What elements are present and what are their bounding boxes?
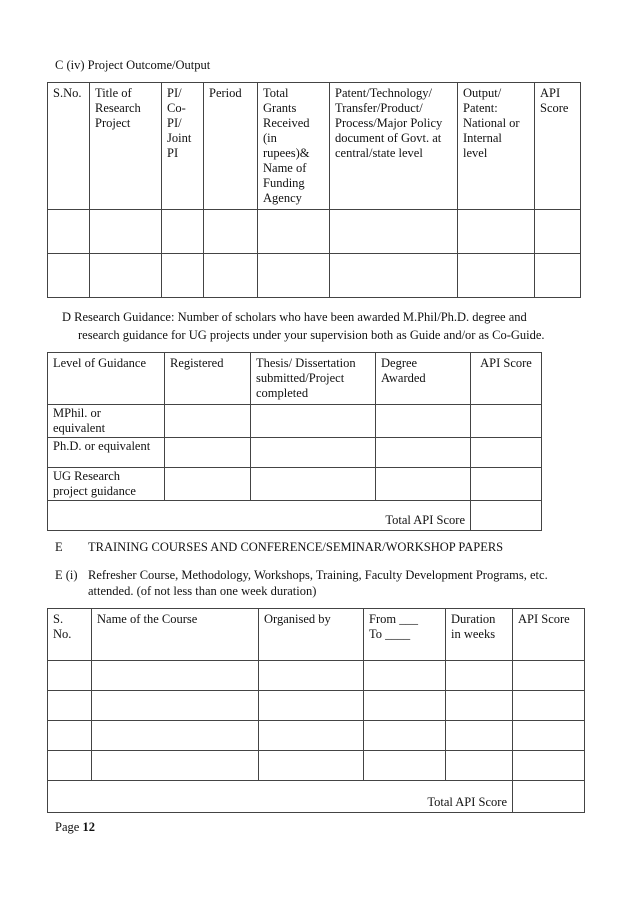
table-cell[interactable] <box>364 721 446 751</box>
table-cell[interactable] <box>364 661 446 691</box>
header-thesis: Thesis/ Dissertation submitted/Project completed <box>251 353 376 405</box>
table-cell[interactable] <box>258 254 330 298</box>
table-cell[interactable] <box>48 751 92 781</box>
table-row <box>48 661 585 691</box>
table-row <box>48 438 542 468</box>
table-row <box>48 254 581 298</box>
table-cell[interactable] <box>48 210 90 254</box>
table-cell[interactable] <box>471 468 542 501</box>
table-cell[interactable] <box>204 210 258 254</box>
section-e-label: E <box>55 540 63 554</box>
table-cell[interactable] <box>446 721 513 751</box>
table-cell[interactable] <box>376 438 471 468</box>
header-from-to: From ___ To ____ <box>364 609 446 661</box>
table-cell[interactable] <box>330 210 458 254</box>
table-cell[interactable] <box>446 751 513 781</box>
project-outcome-table <box>47 82 581 298</box>
table-cell[interactable] <box>446 661 513 691</box>
training-courses-table <box>47 608 585 813</box>
table-cell[interactable] <box>513 751 585 781</box>
table-cell[interactable] <box>92 751 259 781</box>
page-label: Page <box>55 820 83 834</box>
table-cell[interactable] <box>471 405 542 438</box>
table-cell[interactable] <box>446 691 513 721</box>
table-cell[interactable] <box>513 721 585 751</box>
header-api: API Score <box>535 83 581 210</box>
table-row <box>48 691 585 721</box>
table-row <box>48 210 581 254</box>
table-cell[interactable] <box>376 468 471 501</box>
total-api-score-label: Total API Score <box>48 501 471 531</box>
table-cell[interactable] <box>259 721 364 751</box>
table-cell[interactable] <box>513 661 585 691</box>
table-cell[interactable] <box>259 661 364 691</box>
table-cell[interactable] <box>90 254 162 298</box>
table-cell[interactable] <box>204 254 258 298</box>
row-label-phd: Ph.D. or equivalent <box>48 438 165 468</box>
table-cell[interactable] <box>258 210 330 254</box>
table-cell[interactable] <box>364 751 446 781</box>
section-c-heading: C (iv) Project Outcome/Output <box>55 58 211 72</box>
table-cell[interactable] <box>48 721 92 751</box>
row-label-mphil: MPhil. or equivalent <box>48 405 165 438</box>
table-cell[interactable] <box>330 254 458 298</box>
header-course: Name of the Course <box>92 609 259 661</box>
table-cell[interactable] <box>165 468 251 501</box>
table-cell[interactable] <box>458 254 535 298</box>
header-grants: Total Grants Received (in rupees)& Name of Funding Agency <box>258 83 330 210</box>
header-sno: S. No. <box>48 609 92 661</box>
section-d-heading-line2: research guidance for UG projects under your supervision both as Guide and/or as Co-Guide. <box>78 328 545 342</box>
header-duration: Duration in weeks <box>446 609 513 661</box>
header-level: Level of Guidance <box>48 353 165 405</box>
table-cell[interactable] <box>165 438 251 468</box>
table-row <box>48 721 585 751</box>
section-e-heading: TRAINING COURSES AND CONFERENCE/SEMINAR/WORKSHOP PAPERS <box>88 540 504 554</box>
section-d-heading-line1: D Research Guidance: Number of scholars who have been awarded M.Phil/Ph.D. degree and <box>62 310 527 324</box>
header-period: Period <box>204 83 258 210</box>
header-registered: Registered <box>165 353 251 405</box>
table-cell[interactable] <box>251 405 376 438</box>
section-ei-heading-line2: attended. (of not less than one week duration) <box>88 584 317 598</box>
table-cell[interactable] <box>251 468 376 501</box>
table-cell[interactable] <box>535 210 581 254</box>
table-cell[interactable] <box>165 405 251 438</box>
header-pi: PI/ Co- PI/ Joint PI <box>162 83 204 210</box>
section-ei-heading-line1: Refresher Course, Methodology, Workshops, Training, Faculty Development Programs, etc. <box>88 568 548 582</box>
table-cell[interactable] <box>458 210 535 254</box>
table-cell[interactable] <box>251 438 376 468</box>
row-label-ug: UG Research project guidance <box>48 468 165 501</box>
table-cell[interactable] <box>162 254 204 298</box>
page-footer <box>55 820 95 835</box>
section-ei-label: E (i) <box>55 568 78 582</box>
table-cell[interactable] <box>535 254 581 298</box>
header-title: Title of Research Project <box>90 83 162 210</box>
page-number: 12 <box>82 820 95 834</box>
table-row <box>48 405 542 438</box>
total-api-score-cell[interactable] <box>471 501 542 531</box>
header-api: API Score <box>513 609 585 661</box>
table-cell[interactable] <box>48 661 92 691</box>
table-cell[interactable] <box>259 751 364 781</box>
table-cell[interactable] <box>162 210 204 254</box>
table-cell[interactable] <box>376 405 471 438</box>
table-cell[interactable] <box>48 691 92 721</box>
header-api: API Score <box>471 353 542 405</box>
research-guidance-table <box>47 352 542 531</box>
table-cell[interactable] <box>92 721 259 751</box>
header-organised: Organised by <box>259 609 364 661</box>
total-api-score-label: Total API Score <box>48 781 513 813</box>
table-row <box>48 751 585 781</box>
header-sno: S.No. <box>48 83 90 210</box>
table-row <box>48 468 542 501</box>
table-cell[interactable] <box>471 438 542 468</box>
table-cell[interactable] <box>92 691 259 721</box>
header-patent: Patent/Technology/ Transfer/Product/ Process/Major Policy document of Govt. at central/state level <box>330 83 458 210</box>
table-cell[interactable] <box>48 254 90 298</box>
table-cell[interactable] <box>513 691 585 721</box>
header-degree: Degree Awarded <box>376 353 471 405</box>
table-cell[interactable] <box>364 691 446 721</box>
table-cell[interactable] <box>259 691 364 721</box>
table-cell[interactable] <box>90 210 162 254</box>
header-output: Output/ Patent: National or Internal level <box>458 83 535 210</box>
total-api-score-cell[interactable] <box>513 781 585 813</box>
table-cell[interactable] <box>92 661 259 691</box>
